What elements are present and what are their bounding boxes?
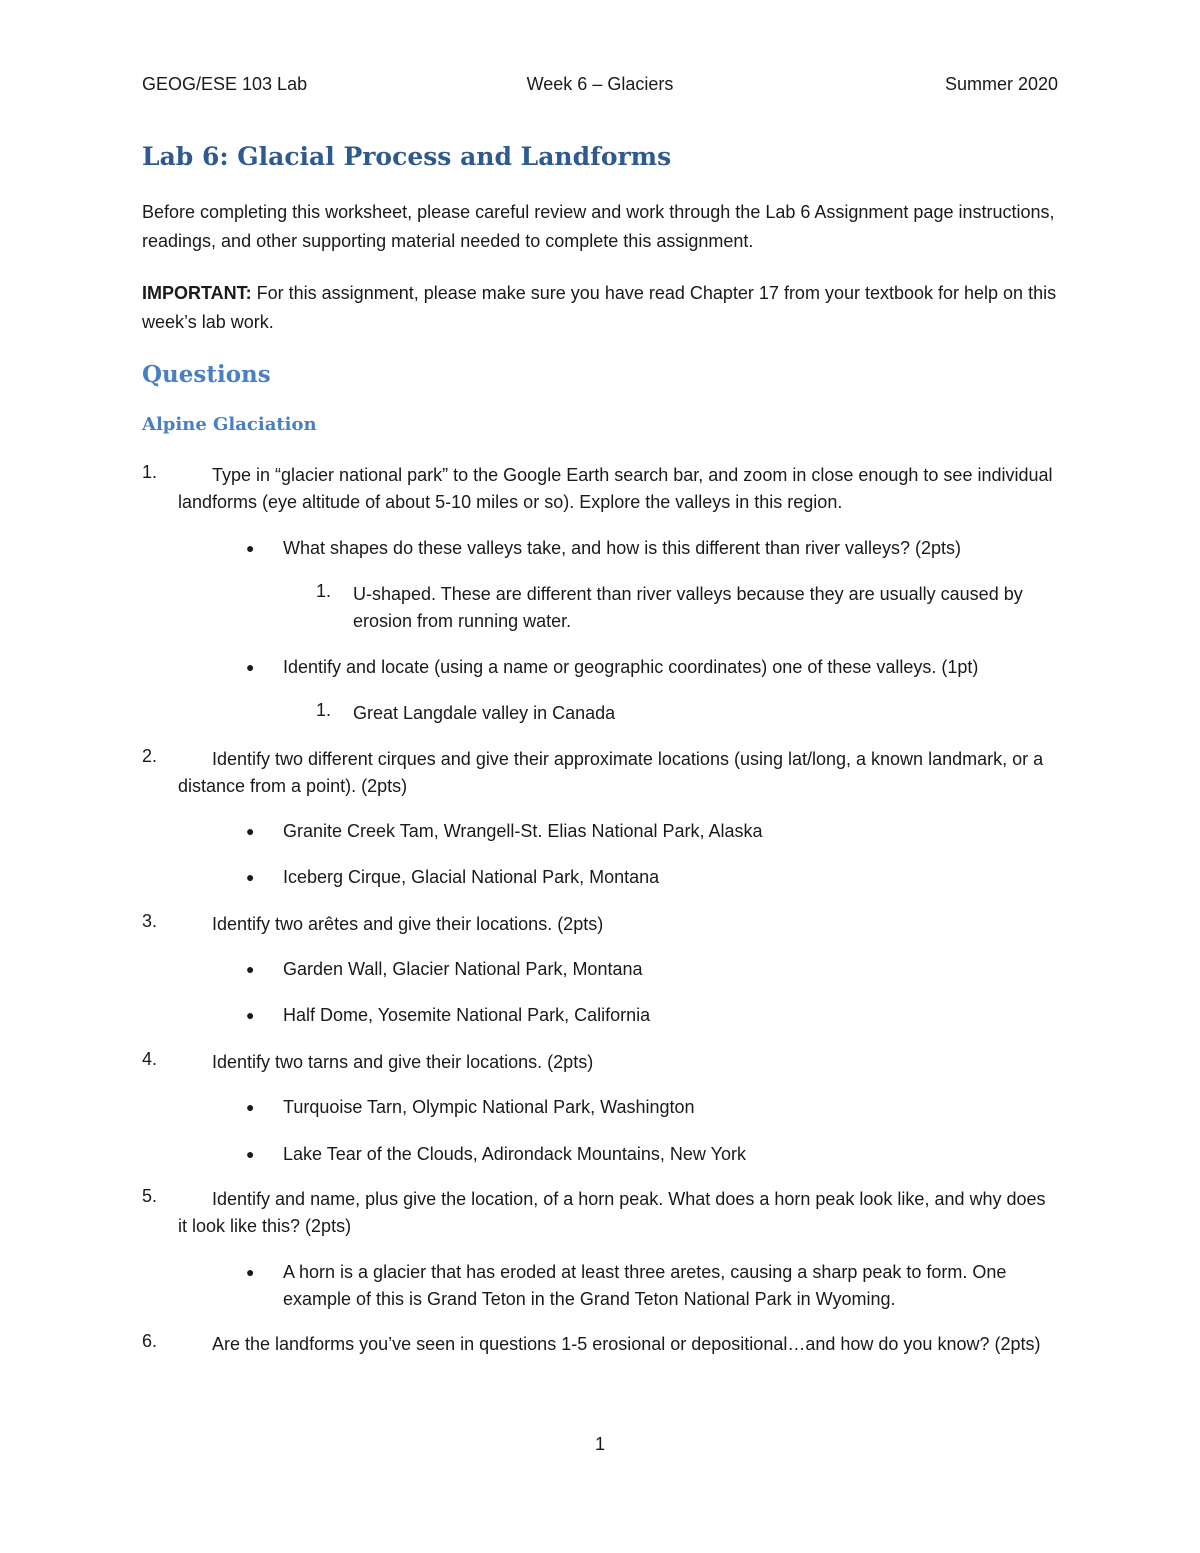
subsection-heading: Alpine Glaciation	[142, 414, 317, 435]
bullet-icon: ●	[246, 1146, 255, 1162]
page-number: 1	[594, 1434, 605, 1454]
answer-text: U-shaped. These are different than river valleys because they are usually caused by erosion from running water.	[353, 584, 1023, 631]
bullet-text: Half Dome, Yosemite National Park, California	[283, 1005, 651, 1025]
answer-number: 1.	[316, 700, 332, 720]
bullet-text: Granite Creek Tam, Wrangell-St. Elias National Park, Alaska	[283, 821, 763, 841]
question-text: Identify and name, plus give the location, of a horn peak. What does a horn peak look like, and why does it look like this? (2pts)	[178, 1189, 1046, 1236]
question-number: 6.	[142, 1331, 158, 1351]
bullet-text: A horn is a glacier that has eroded at least three aretes, causing a sharp peak to form. One example of this is Grand Teton in the Grand Teton National Park in Wyoming.	[283, 1262, 1007, 1309]
section-heading: Questions	[142, 361, 271, 388]
bullet-icon: ●	[246, 961, 255, 977]
bullet-text: Identify and locate (using a name or geographic coordinates) one of these valleys. (1pt)	[283, 657, 979, 677]
bullet-text: Iceberg Cirque, Glacial National Park, Montana	[283, 867, 660, 887]
header-week: Week 6 – Glaciers	[526, 74, 674, 94]
bullet-text: Turquoise Tarn, Olympic National Park, Washington	[283, 1097, 695, 1117]
bullet-icon: ●	[246, 540, 255, 556]
question-number: 3.	[142, 911, 158, 931]
answer-text: Great Langdale valley in Canada	[353, 703, 616, 723]
question-number: 5.	[142, 1186, 158, 1206]
question-text: Are the landforms you’ve seen in questions 1-5 erosional or depositional…and how do you know? (2pts)	[212, 1334, 1041, 1354]
question-number: 1.	[142, 462, 158, 482]
page-title: Lab 6: Glacial Process and Landforms	[142, 142, 672, 171]
header-course: GEOG/ESE 103 Lab	[142, 74, 308, 94]
bullet-icon: ●	[246, 823, 255, 839]
question-number: 4.	[142, 1049, 158, 1069]
header-term: Summer 2020	[944, 74, 1058, 94]
important-label: IMPORTANT:	[142, 283, 252, 303]
bullet-icon: ●	[246, 659, 255, 675]
question-number: 2.	[142, 746, 158, 766]
bullet-icon: ●	[246, 1264, 255, 1280]
question-text: Identify two arêtes and give their locations. (2pts)	[212, 914, 604, 934]
answer-number: 1.	[316, 581, 332, 601]
intro-paragraph: Before completing this worksheet, please careful review and work through the Lab 6 Assignment page instructions, readings, and other supporting material needed to complete this assignment.	[142, 202, 1055, 251]
bullet-text: Lake Tear of the Clouds, Adirondack Mountains, New York	[283, 1144, 746, 1164]
bullet-text: What shapes do these valleys take, and how is this different than river valleys? (2pts)	[283, 538, 962, 558]
bullet-icon: ●	[246, 869, 255, 885]
page-header	[142, 74, 1058, 98]
important-paragraph	[142, 279, 1062, 337]
bullet-icon: ●	[246, 1007, 255, 1023]
bullet-icon: ●	[246, 1099, 255, 1115]
question-text: Identify two tarns and give their locations. (2pts)	[212, 1052, 594, 1072]
bullet-text: Garden Wall, Glacier National Park, Montana	[283, 959, 643, 979]
important-text: For this assignment, please make sure you have read Chapter 17 from your textbook for help on this week’s lab work.	[142, 283, 1057, 332]
question-text: Type in “glacier national park” to the Google Earth search bar, and zoom in close enough to see individual landforms (eye altitude of about 5-10 miles or so). Explore the valleys in this region.	[178, 465, 1053, 512]
question-text: Identify two different cirques and give their approximate locations (using lat/long, a known landmark, or a distance from a point). (2pts)	[178, 749, 1044, 796]
